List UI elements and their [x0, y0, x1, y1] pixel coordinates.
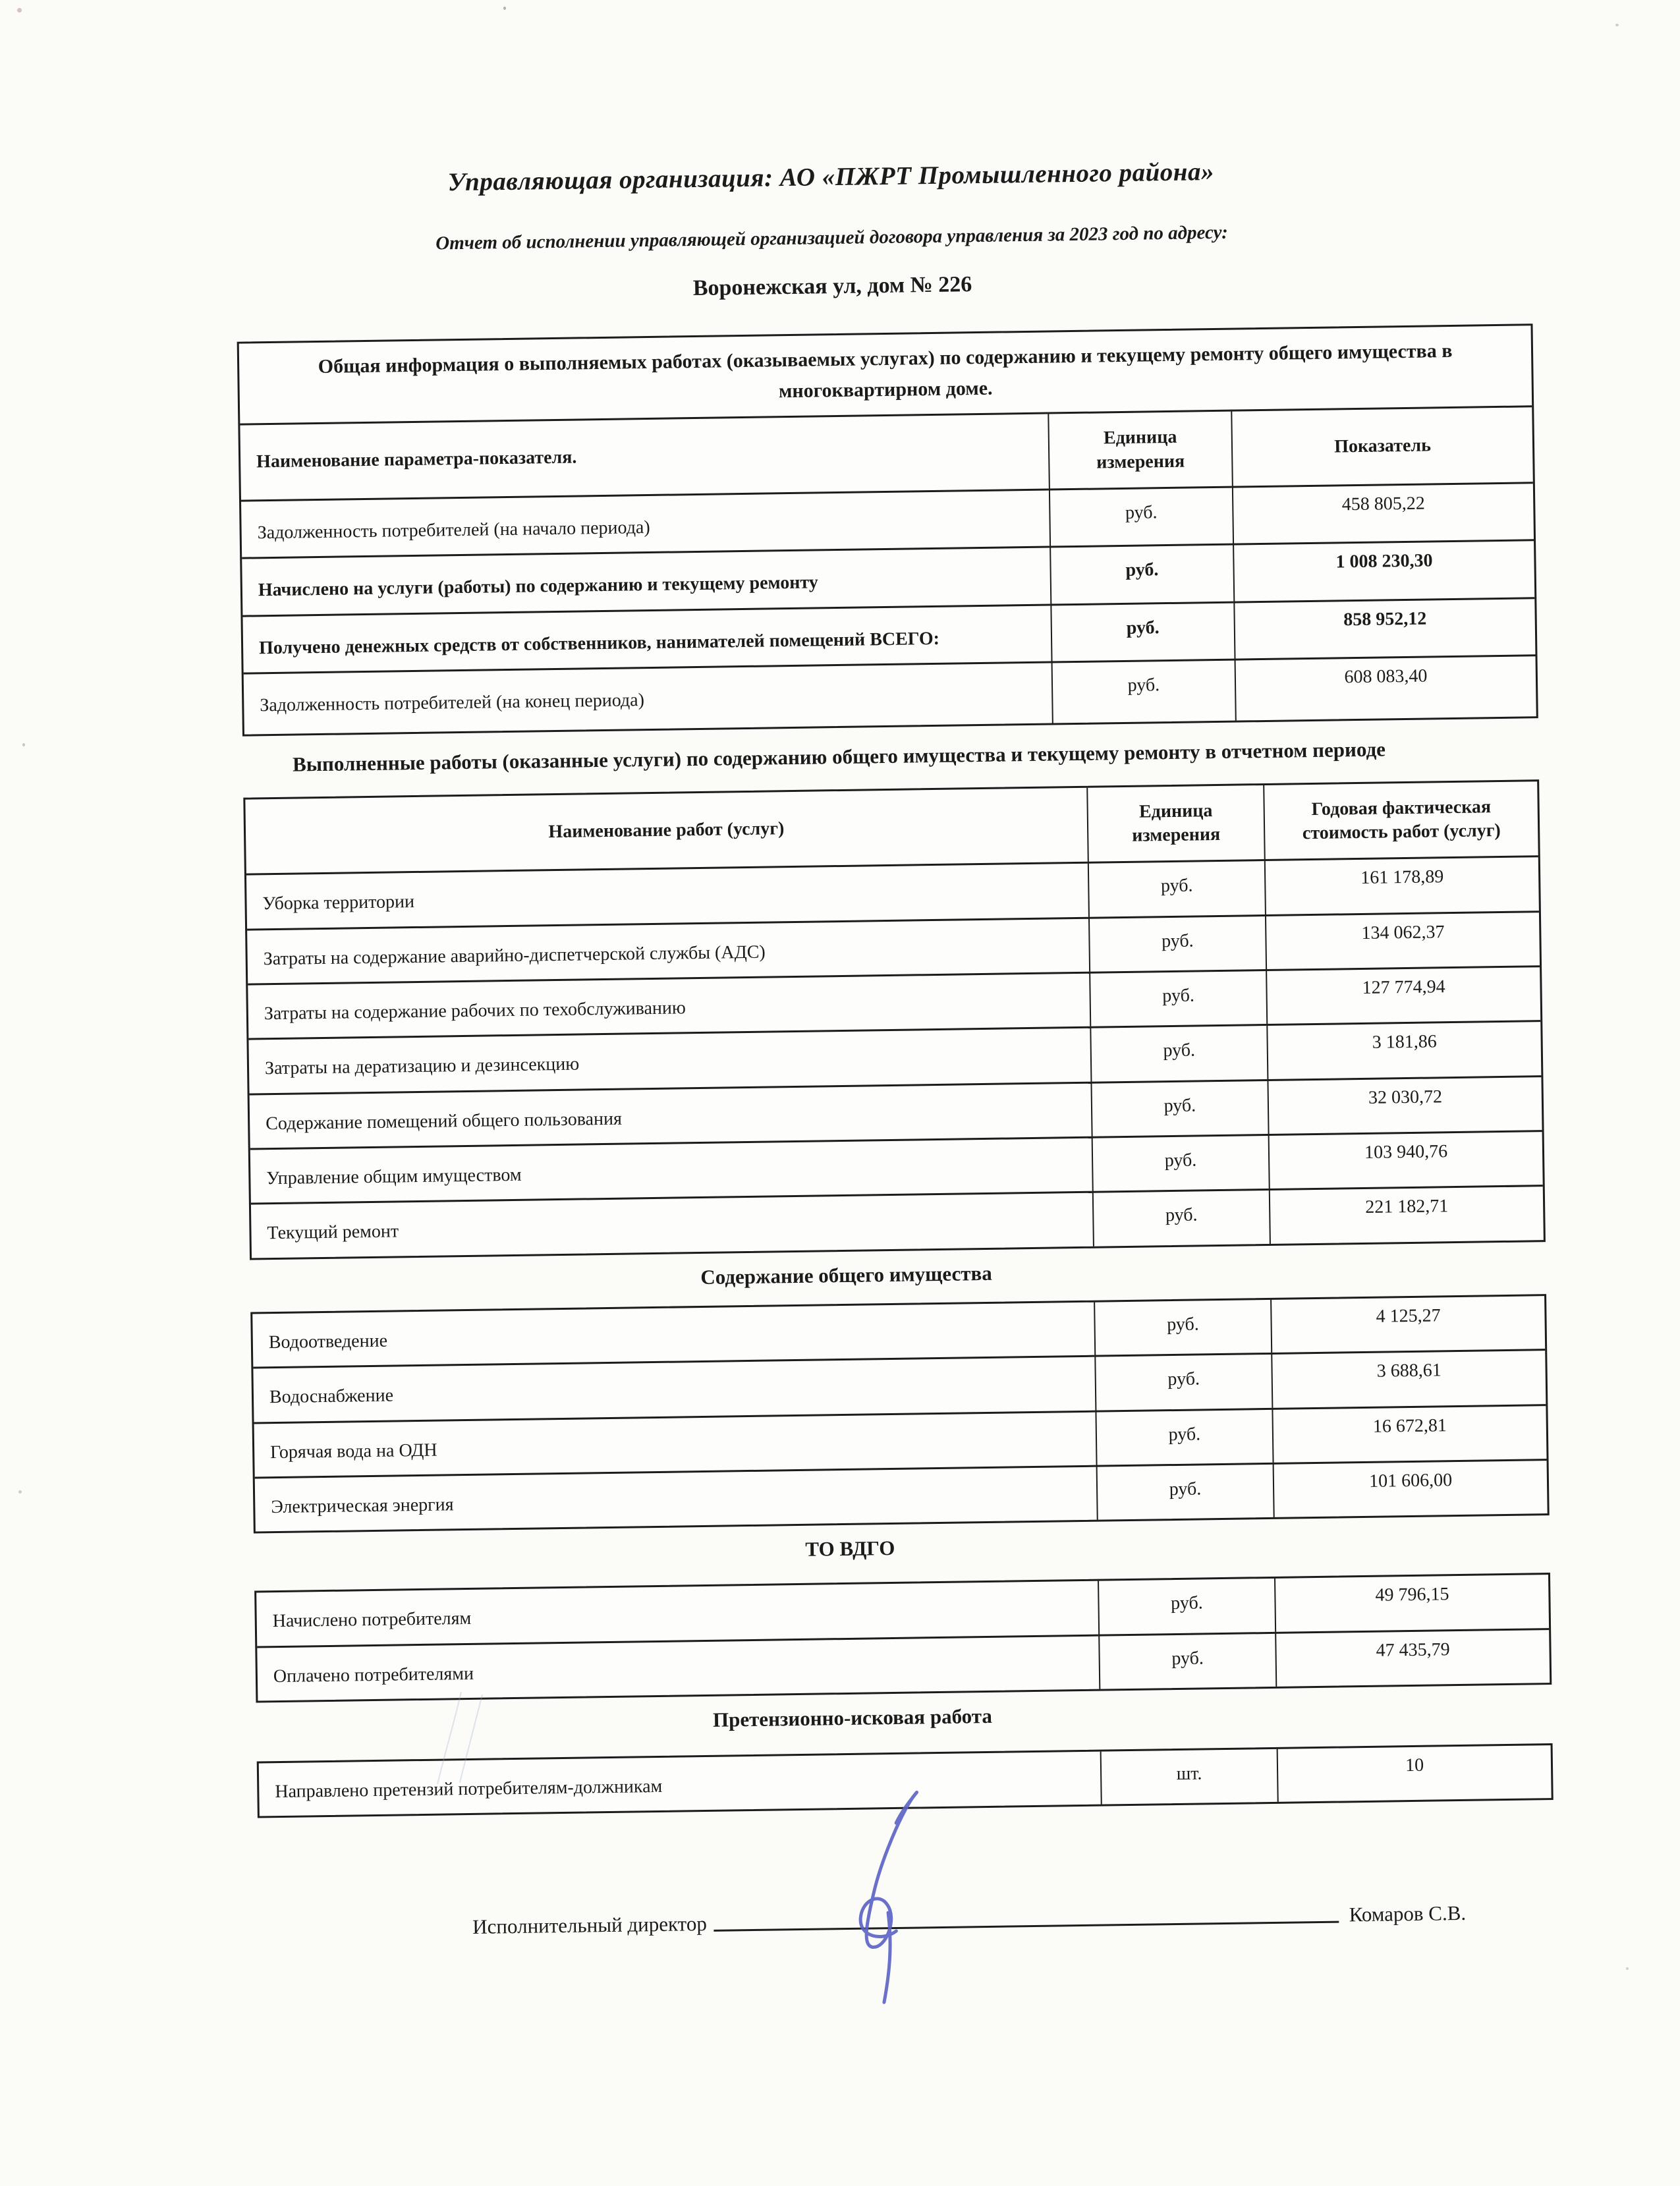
- row-value: 4 125,27: [1270, 1296, 1545, 1353]
- scan-speck: [1626, 1967, 1629, 1970]
- row-value: 134 062,37: [1265, 911, 1540, 969]
- row-name: Водоотведение: [268, 1330, 388, 1353]
- column-header-unit: Единица измерения: [1048, 410, 1232, 489]
- director-name: Комаров С.В.: [1349, 1901, 1467, 1926]
- row-value: 458 805,22: [1232, 482, 1534, 544]
- page-address: Воронежская ул, дом № 226: [692, 272, 972, 301]
- scan-speck: [17, 8, 22, 13]
- row-value: 49 796,15: [1274, 1575, 1549, 1631]
- row-name: Уборка территории: [246, 862, 1088, 928]
- row-name: Задолженность потребителей (на начало периода): [241, 489, 1050, 557]
- column-header-unit: Единица измерения: [1086, 785, 1264, 862]
- general-info-table: [237, 323, 1538, 737]
- row-name: Электрическая энергия: [255, 1465, 1097, 1532]
- row-value: 16 672,81: [1272, 1404, 1547, 1463]
- row-unit: руб.: [1094, 1353, 1272, 1410]
- row-value: 3 688,61: [1271, 1349, 1546, 1407]
- column-header-work-name: Наименование работ (услуг): [548, 818, 785, 843]
- to-vdgo-table: [254, 1573, 1552, 1702]
- row-unit: руб.: [1098, 1579, 1275, 1634]
- row-unit: руб.: [1090, 1079, 1268, 1136]
- row-value: 161 178,89: [1264, 855, 1539, 914]
- column-header-parameter: Наименование параметра-показателя.: [240, 412, 1048, 500]
- page-title: Управляющая организация: АО «ПЖРТ Промышленного района»: [447, 157, 1215, 197]
- director-label: Исполнительный директор: [472, 1912, 708, 1939]
- row-unit: руб.: [1088, 914, 1266, 972]
- claims-work-table: [257, 1743, 1554, 1818]
- row-name: Горячая вода на ОДН: [254, 1410, 1096, 1476]
- row-name: Затраты на содержание рабочих по техобслуживанию: [248, 972, 1090, 1038]
- row-unit: руб.: [1098, 1632, 1276, 1689]
- row-value: 10: [1277, 1745, 1552, 1802]
- row-value: 608 083,40: [1235, 654, 1536, 720]
- row-unit: руб.: [1050, 601, 1235, 661]
- column-header-annual-cost: Годовая фактическая стоимость работ (услуг): [1263, 781, 1538, 859]
- row-unit: руб.: [1050, 544, 1234, 603]
- row-name: Текущий ремонт: [251, 1191, 1093, 1258]
- row-name: Затраты на содержание аварийно-диспетчерской службы (АДС): [247, 916, 1089, 983]
- section-title-to-vdgo: ТО ВДГО: [805, 1536, 895, 1561]
- row-unit: руб.: [1096, 1463, 1274, 1520]
- section-title-common-property: Содержание общего имущества: [700, 1261, 992, 1289]
- row-value: 103 940,76: [1268, 1130, 1543, 1189]
- row-unit: руб.: [1095, 1407, 1273, 1465]
- row-unit: руб.: [1089, 969, 1267, 1026]
- row-name: Начислено потребителям: [272, 1608, 472, 1632]
- row-value: 101 606,00: [1273, 1459, 1548, 1517]
- section-title-performed-works: Выполненные работы (оказанные услуги) по содержанию общего имущества и текущему ремонту в отчетном периоде: [292, 737, 1386, 776]
- row-value: 3 181,86: [1267, 1020, 1542, 1079]
- signature-block: [472, 1901, 1466, 1939]
- scan-speck: [18, 1490, 22, 1494]
- signature-line: [714, 1921, 1339, 1932]
- scan-speck: [1615, 24, 1619, 26]
- row-value: 1 008 230,30: [1233, 540, 1534, 602]
- row-name: Получено денежных средств от собственников, нанимателей помещений ВСЕГО:: [242, 603, 1051, 672]
- column-header-indicator: Показатель: [1231, 405, 1532, 486]
- signature-ink: [818, 1783, 979, 2006]
- row-name: Содержание помещений общего пользования: [250, 1081, 1092, 1148]
- row-unit: руб.: [1049, 486, 1233, 546]
- general-info-table-title: Общая информация о выполняемых работах (оказываемых услугах) по содержанию и текущему ремонту общего имущества в многоквартирном доме.: [318, 339, 1453, 402]
- row-unit: руб.: [1091, 1134, 1269, 1191]
- row-value: 221 182,71: [1269, 1185, 1544, 1244]
- row-unit: руб.: [1087, 859, 1265, 916]
- row-name: Водоснабжение: [253, 1355, 1095, 1422]
- row-unit: шт.: [1100, 1749, 1277, 1805]
- performed-works-table: [243, 779, 1546, 1260]
- row-value: 32 030,72: [1268, 1075, 1542, 1134]
- row-value: 47 435,79: [1275, 1628, 1550, 1687]
- row-name: Задолженность потребителей (на конец периода): [244, 661, 1052, 735]
- row-unit: руб.: [1051, 659, 1235, 723]
- row-value: 127 774,94: [1266, 965, 1540, 1024]
- section-title-claims-work: Претензионно-исковая работа: [712, 1704, 993, 1731]
- page-subtitle: Отчет об исполнении управляющей организацией договора управления за 2023 год по адресу:: [435, 221, 1228, 254]
- row-name: Оплачено потребителями: [257, 1634, 1099, 1700]
- scan-speck: [22, 743, 25, 746]
- row-unit: руб.: [1090, 1024, 1268, 1081]
- row-unit: руб.: [1094, 1300, 1272, 1355]
- row-name: Управление общим имуществом: [250, 1136, 1092, 1203]
- row-value: 858 952,12: [1233, 597, 1535, 659]
- row-name: Затраты на дератизацию и дезинсекцию: [248, 1026, 1090, 1093]
- common-property-table: [250, 1294, 1550, 1534]
- row-name: Направлено претензий потребителям-должникам: [275, 1776, 663, 1803]
- scan-speck: [503, 7, 506, 10]
- row-name: Начислено на услуги (работы) по содержанию и текущему ремонту: [242, 546, 1050, 615]
- row-unit: руб.: [1092, 1189, 1270, 1246]
